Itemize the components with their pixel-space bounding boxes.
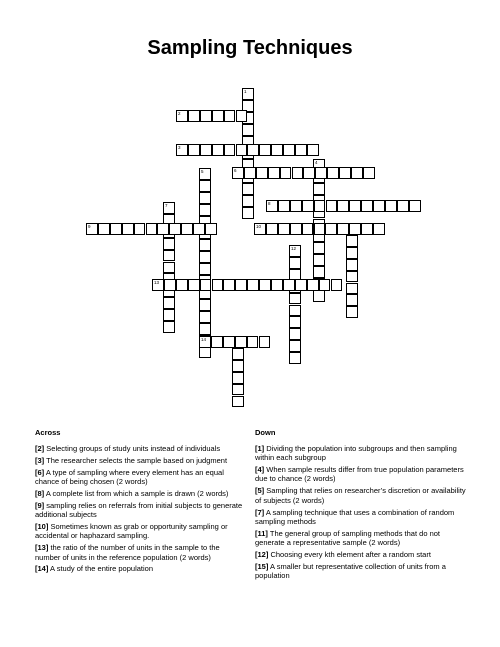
grid-cell[interactable] [199, 192, 211, 204]
grid-cell[interactable] [331, 279, 343, 291]
grid-cell[interactable] [289, 328, 301, 340]
clue-number: [4] [255, 465, 265, 475]
grid-cell[interactable] [163, 321, 175, 333]
grid-cell[interactable] [235, 336, 247, 348]
grid-cell[interactable] [163, 238, 175, 250]
grid-cell[interactable] [157, 223, 169, 235]
grid-cell[interactable] [289, 316, 301, 328]
grid-cell[interactable] [242, 195, 254, 207]
grid-cell[interactable] [212, 110, 224, 122]
across-clue-list [35, 444, 247, 576]
grid-cell[interactable] [152, 279, 164, 291]
grid-cell[interactable] [307, 144, 319, 156]
clue-number-label: 12 [291, 246, 297, 251]
grid-cell[interactable] [289, 352, 301, 364]
grid-cell[interactable] [199, 336, 211, 348]
grid-cell[interactable] [302, 223, 314, 235]
down-clue [255, 562, 467, 581]
clue-text: Sometimes known as grab or opportunity sampling or accidental or haphazard sampling. [35, 522, 228, 541]
grid-cell[interactable] [363, 167, 375, 179]
clue-number: [1] [255, 444, 265, 453]
grid-cell[interactable] [236, 144, 248, 156]
grid-cell[interactable] [163, 202, 175, 214]
grid-cell[interactable] [134, 223, 146, 235]
grid-cell[interactable] [163, 262, 175, 274]
grid-cell[interactable] [181, 223, 193, 235]
grid-cell[interactable] [313, 183, 325, 195]
clue-text: A complete list from which a sample is drawn (2 words) [45, 488, 229, 498]
grid-cell[interactable] [242, 124, 254, 136]
clue-number: [10] [35, 522, 49, 532]
clue-number-label: 3 [178, 145, 181, 150]
grid-cell[interactable] [313, 266, 325, 278]
grid-cell[interactable] [223, 279, 235, 291]
grid-cell[interactable] [271, 279, 283, 291]
grid-cell[interactable] [292, 167, 304, 179]
grid-cell[interactable] [254, 223, 266, 235]
clue-text: The general group of sampling methods that do not generate a representative sample (2 words) [255, 528, 440, 548]
grid-cell[interactable] [164, 279, 176, 291]
grid-cell[interactable] [176, 110, 188, 122]
clue-number-label: 6 [234, 168, 237, 173]
grid-cell[interactable] [283, 279, 295, 291]
grid-cell[interactable] [319, 279, 331, 291]
clue-number-label: 7 [165, 203, 168, 208]
grid-cell[interactable] [295, 279, 307, 291]
grid-cell[interactable] [224, 144, 236, 156]
clue-number: [7] [255, 507, 265, 517]
grid-cell[interactable] [278, 200, 290, 212]
clue-text: Sampling that relies on researcher’s discretion or availability of subjects (2 words) [255, 486, 466, 505]
grid-cell[interactable] [346, 306, 358, 318]
grid-cell[interactable] [199, 311, 211, 323]
grid-cell[interactable] [169, 223, 181, 235]
down-heading: Down [255, 428, 276, 437]
clue-number: [11] [255, 528, 268, 538]
grid-cell[interactable] [385, 200, 397, 212]
grid-cell[interactable] [289, 257, 301, 269]
across-clue [35, 501, 247, 520]
grid-cell[interactable] [188, 279, 200, 291]
clue-number-label: 1 [244, 89, 247, 94]
grid-cell[interactable] [146, 223, 158, 235]
across-clue [35, 456, 247, 465]
across-clue [35, 489, 247, 498]
across-clue [35, 522, 247, 541]
grid-cell[interactable] [212, 144, 224, 156]
grid-cell[interactable] [205, 223, 217, 235]
clue-number: [8] [35, 488, 45, 498]
grid-cell[interactable] [346, 271, 358, 283]
grid-cell[interactable] [232, 348, 244, 360]
grid-cell[interactable] [242, 88, 254, 100]
grid-cell[interactable] [289, 340, 301, 352]
clue-text: Choosing every kth element after a random start [270, 549, 431, 559]
clue-number: [2] [35, 444, 45, 453]
clue-number-label: 9 [88, 224, 91, 229]
grid-cell[interactable] [278, 223, 290, 235]
down-clue [255, 508, 467, 527]
grid-cell[interactable] [188, 110, 200, 122]
grid-cell[interactable] [313, 290, 325, 302]
grid-cell[interactable] [346, 235, 358, 247]
grid-cell[interactable] [314, 223, 326, 235]
grid-cell[interactable] [397, 200, 409, 212]
clue-text: A study of the entire population [50, 564, 154, 574]
grid-cell[interactable] [200, 279, 212, 291]
clue-number: [12] [255, 549, 269, 559]
grid-cell[interactable] [86, 223, 98, 235]
across-clue [35, 543, 247, 562]
down-clue [255, 550, 467, 559]
clue-number-label: 8 [268, 201, 271, 206]
clue-number: [9] [35, 500, 45, 510]
down-clue [255, 465, 467, 484]
grid-cell[interactable] [315, 167, 327, 179]
grid-cell[interactable] [212, 279, 224, 291]
grid-cell[interactable] [242, 207, 254, 219]
grid-cell[interactable] [200, 144, 212, 156]
clue-text: Dividing the population into subgroups and then sampling within each subgroup [255, 444, 457, 463]
clue-number: [3] [35, 455, 45, 465]
down-clue [255, 444, 467, 463]
across-clue [35, 468, 247, 487]
grid-cell[interactable] [361, 200, 373, 212]
grid-cell[interactable] [325, 223, 337, 235]
grid-cell[interactable] [256, 167, 268, 179]
grid-cell[interactable] [303, 167, 315, 179]
grid-cell[interactable] [232, 360, 244, 372]
grid-cell[interactable] [302, 200, 314, 212]
grid-cell[interactable] [313, 242, 325, 254]
clue-number: [13] [35, 543, 49, 553]
grid-cell[interactable] [283, 144, 295, 156]
clue-number-label: 5 [201, 169, 204, 174]
grid-cell[interactable] [346, 259, 358, 271]
grid-cell[interactable] [199, 180, 211, 192]
grid-cell[interactable] [199, 239, 211, 251]
clue-text: A smaller but representative collection of units from a population [255, 561, 446, 581]
grid-cell[interactable] [313, 254, 325, 266]
grid-cell[interactable] [271, 144, 283, 156]
grid-cell[interactable] [235, 279, 247, 291]
clue-number-label: 4 [315, 160, 318, 165]
grid-cell[interactable] [373, 200, 385, 212]
grid-cell[interactable] [244, 167, 256, 179]
down-clue-list [255, 444, 467, 583]
clue-number: [14] [35, 564, 49, 574]
clue-number-label: 10 [256, 224, 262, 229]
grid-cell[interactable] [409, 200, 421, 212]
page-title: Sampling Techniques [147, 37, 353, 59]
grid-cell[interactable] [259, 336, 271, 348]
grid-cell[interactable] [98, 223, 110, 235]
grid-cell[interactable] [259, 279, 271, 291]
grid-cell[interactable] [176, 279, 188, 291]
grid-cell[interactable] [232, 372, 244, 384]
clue-number-label: 13 [154, 280, 160, 285]
grid-cell[interactable] [110, 223, 122, 235]
across-clue [35, 564, 247, 573]
grid-cell[interactable] [200, 110, 212, 122]
grid-cell[interactable] [188, 144, 200, 156]
grid-cell[interactable] [199, 263, 211, 275]
grid-cell[interactable] [361, 223, 373, 235]
clue-text: A sampling technique that uses a combination of random sampling methods [255, 507, 455, 526]
grid-cell[interactable] [199, 168, 211, 180]
grid-cell[interactable] [163, 250, 175, 262]
grid-cell[interactable] [247, 279, 259, 291]
grid-cell[interactable] [289, 293, 301, 305]
grid-cell[interactable] [346, 283, 358, 295]
grid-cell[interactable] [163, 309, 175, 321]
across-heading: Across [35, 428, 61, 437]
grid-cell[interactable] [295, 144, 307, 156]
grid-cell[interactable] [122, 223, 134, 235]
across-clue [35, 444, 247, 453]
grid-cell[interactable] [346, 294, 358, 306]
clue-number-label: 2 [178, 111, 181, 116]
grid-cell[interactable] [289, 245, 301, 257]
grid-cell[interactable] [307, 279, 319, 291]
grid-cell[interactable] [199, 323, 211, 335]
clue-text: When sample results differ from true population parameters due to chance (2 words) [255, 465, 464, 484]
grid-cell[interactable] [280, 167, 292, 179]
down-clue [255, 529, 467, 548]
grid-cell[interactable] [373, 223, 385, 235]
clue-number: [6] [35, 467, 45, 477]
clue-text: the ratio of the number of units in the sample to the number of units in the reference population (2 words) [35, 543, 220, 562]
grid-cell[interactable] [232, 167, 244, 179]
grid-cell[interactable] [349, 200, 361, 212]
grid-cell[interactable] [290, 223, 302, 235]
clue-number: [5] [255, 486, 265, 496]
grid-cell[interactable] [266, 223, 278, 235]
grid-cell[interactable] [337, 200, 349, 212]
grid-cell[interactable] [176, 144, 188, 156]
grid-cell[interactable] [339, 167, 351, 179]
grid-cell[interactable] [242, 183, 254, 195]
grid-cell[interactable] [223, 336, 235, 348]
clue-number: [15] [255, 561, 269, 571]
clue-text: A type of sampling where every element has an equal chance of being chosen (2 words) [35, 467, 224, 487]
grid-cell[interactable] [266, 200, 278, 212]
grid-cell[interactable] [199, 204, 211, 216]
clue-text: sampling relies on referrals from initial subjects to generate additional subjects [35, 500, 243, 520]
grid-cell[interactable] [290, 200, 302, 212]
grid-cell[interactable] [259, 144, 271, 156]
clue-text: The researcher selects the sample based on judgment [46, 455, 228, 465]
grid-cell[interactable] [232, 384, 244, 396]
grid-cell[interactable] [236, 110, 248, 122]
grid-cell[interactable] [289, 305, 301, 317]
clue-text: Selecting groups of study units instead of individuals [46, 444, 221, 453]
grid-cell[interactable] [314, 200, 326, 212]
grid-cell[interactable] [327, 167, 339, 179]
grid-cell[interactable] [247, 144, 259, 156]
down-clue [255, 486, 467, 505]
grid-cell[interactable] [211, 336, 223, 348]
grid-cell[interactable] [247, 336, 259, 348]
grid-cell[interactable] [199, 347, 211, 359]
grid-cell[interactable] [232, 396, 244, 408]
grid-cell[interactable] [351, 167, 363, 179]
clue-number-label: 14 [201, 337, 207, 342]
grid-cell[interactable] [163, 297, 175, 309]
grid-cell[interactable] [268, 167, 280, 179]
grid-cell[interactable] [199, 299, 211, 311]
grid-cell[interactable] [326, 200, 338, 212]
grid-cell[interactable] [199, 251, 211, 263]
grid-cell[interactable] [193, 223, 205, 235]
grid-cell[interactable] [337, 223, 349, 235]
grid-cell[interactable] [224, 110, 236, 122]
grid-cell[interactable] [346, 247, 358, 259]
grid-cell[interactable] [349, 223, 361, 235]
